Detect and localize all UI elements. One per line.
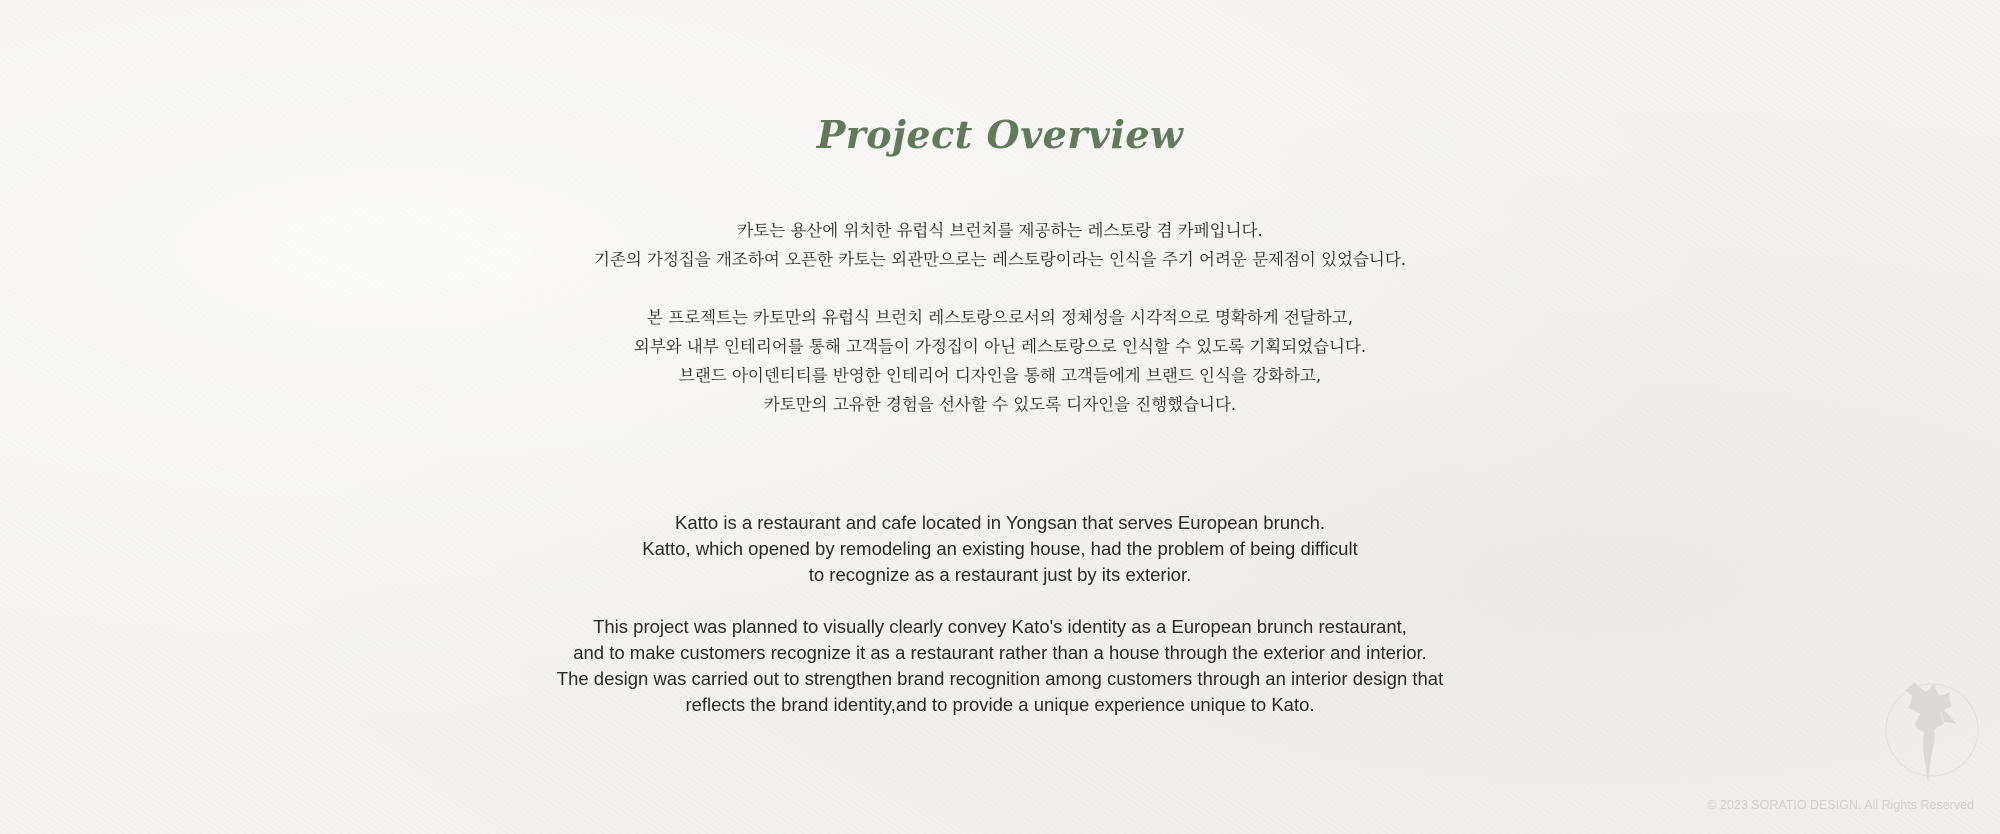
seashell-logo-icon xyxy=(1880,678,1980,788)
section-title: Project Overview xyxy=(816,112,1184,157)
text-line: Katto, which opened by remodeling an existing house, had the problem of being difficult xyxy=(642,538,1358,559)
english-paragraph-1 xyxy=(300,510,1700,588)
text-line: and to make customers recognize it as a restaurant rather than a house through the exterior and interior. xyxy=(573,642,1427,663)
text-line: 외부와 내부 인테리어를 통해 고객들이 가정집이 아닌 레스토랑으로 인식할 수 있도록 기획되었습니다. xyxy=(633,337,1367,356)
text-line: The design was carried out to strengthen brand recognition among customers through an interior design that xyxy=(556,668,1444,689)
text-line: 카토만의 고유한 경험을 선사할 수 있도록 디자인을 진행했습니다. xyxy=(763,395,1237,414)
text-line: This project was planned to visually clearly convey Kato's identity as a European brunch restaurant, xyxy=(593,616,1407,637)
text-line: 기존의 가정집을 개조하여 오픈한 카토는 외관만으로는 레스토랑이라는 인식을 주기 어려운 문제점이 있었습니다. xyxy=(593,250,1407,269)
text-line: reflects the brand identity,and to provide a unique experience unique to Kato. xyxy=(685,694,1315,715)
english-paragraph-2 xyxy=(300,614,1700,718)
korean-paragraph-1 xyxy=(300,216,1700,274)
korean-paragraph-2 xyxy=(300,303,1700,419)
text-line: 본 프로젝트는 카토만의 유럽식 브런치 레스토랑으로서의 정체성을 시각적으로 명확하게 전달하고, xyxy=(647,308,1353,327)
text-line: to recognize as a restaurant just by its exterior. xyxy=(808,564,1192,585)
text-line: 카토는 용산에 위치한 유럽식 브런치를 제공하는 레스토랑 겸 카페입니다. xyxy=(737,221,1263,240)
copyright-text: © 2023 SORATIO DESIGN. All Rights Reserved xyxy=(1707,798,1974,812)
text-line: Katto is a restaurant and cafe located in Yongsan that serves European brunch. xyxy=(675,512,1325,533)
text-line: 브랜드 아이덴티티를 반영한 인테리어 디자인을 통해 고객들에게 브랜드 인식을 강화하고, xyxy=(678,366,1322,385)
